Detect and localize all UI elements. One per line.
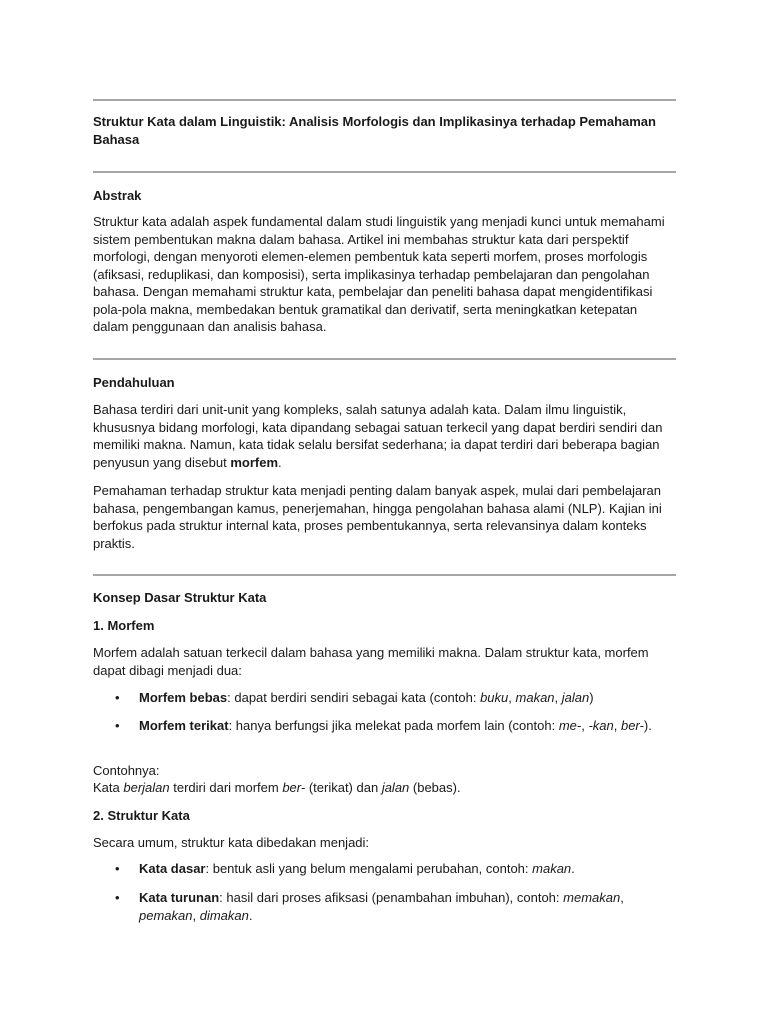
pendahuluan-rule [93, 574, 676, 576]
example-word: jalan [381, 780, 410, 795]
list-item-text [139, 717, 676, 735]
separator: , [554, 690, 562, 705]
example-word: me- [558, 718, 582, 733]
list-item-label: Kata turunan [139, 890, 220, 905]
contoh-label: Contohnya: [93, 763, 160, 778]
title-top-rule [93, 99, 676, 101]
example-word: jalan [561, 690, 590, 705]
document-title: Struktur Kata dalam Linguistik: Analisis Morfologis dan Implikasinya terhadap Pemahaman Bahasa [93, 114, 656, 147]
list-item-label: Morfem bebas [139, 690, 228, 705]
list-item-body: : bentuk asli yang belum mengalami perubahan, contoh: [205, 861, 533, 876]
pendahuluan-paragraph-1 [93, 401, 676, 471]
example-word: berjalan [123, 780, 170, 795]
example-word: -kan [588, 718, 614, 733]
abstrak-heading: Abstrak [93, 188, 142, 203]
list-item-end: . [248, 907, 253, 923]
list-item-text [139, 689, 676, 707]
morfem-intro: Morfem adalah satuan terkecil dalam bahasa yang memiliki makna. Dalam struktur kata, morfem dapat dibagi menjadi dua: [93, 645, 649, 678]
example-word: buku [480, 690, 509, 705]
separator: , [613, 718, 621, 733]
example-word: memakan [563, 890, 621, 905]
pendahuluan-p1-bold: morfem [230, 454, 279, 470]
struktur-intro: Secara umum, struktur kata dibedakan menjadi: [93, 835, 370, 850]
example-word: makan [532, 861, 572, 876]
separator: , [192, 907, 200, 923]
list-item-body: : dapat berdiri sendiri sebagai kata (contoh: [227, 690, 481, 705]
pendahuluan-p1-end: . [278, 454, 282, 470]
bullet-symbol: • [115, 718, 120, 733]
list-item-label: Kata dasar [139, 861, 206, 876]
contoh-sentence [93, 779, 676, 797]
list-item-body: : hanya berfungsi jika melekat pada morfem lain (contoh: [228, 718, 559, 733]
bullet-symbol: • [115, 690, 120, 705]
struktur-heading: 2. Struktur Kata [93, 808, 190, 823]
example-word: ber- [620, 718, 644, 733]
contoh-text: Kata [93, 780, 124, 795]
list-item-body: : hasil dari proses afiksasi (penambahan imbuhan), contoh: [219, 890, 564, 905]
pendahuluan-p1-text: Bahasa terdiri dari unit-unit yang kompleks, salah satunya adalah kata. Dalam ilmu linguistik, khususnya bidang morfologi, kata dipandang sebagai satuan terkecil yang dapat berdiri sendiri dan memiliki makna. Namun, kata tidak selalu bersifat sederhana; ia dapat terdiri dari beberapa bagian penyusun yang disebut [93, 402, 663, 470]
contoh-text: (terikat) dan [305, 780, 382, 795]
example-word: ber- [282, 780, 306, 795]
list-item-text [139, 889, 676, 924]
list-item-label: Morfem terikat [139, 718, 229, 733]
pendahuluan-heading: Pendahuluan [93, 375, 175, 390]
list-item-end: ) [589, 690, 594, 705]
list-item-end: ). [643, 718, 652, 733]
contoh-text: (bebas). [409, 780, 461, 795]
morfem-heading: 1. Morfem [93, 618, 155, 633]
separator: , [620, 890, 624, 905]
example-word: pemakan [139, 907, 193, 923]
abstrak-rule [93, 358, 676, 360]
title-bottom-rule [93, 171, 676, 173]
example-word: dimakan [199, 907, 249, 923]
bullet-symbol: • [115, 861, 120, 876]
abstrak-text: Struktur kata adalah aspek fundamental dalam studi linguistik yang menjadi kunci untuk memahami sistem pembentukan makna dalam bahasa. Artikel ini membahas struktur kata dari perspektif morfologi, dengan menyoroti elemen-elemen pembentuk kata seperti morfem, proses morfologis (afiksasi, reduplikasi, dan komposisi), serta implikasinya terhadap pembelajaran dan pengolahan bahasa. Dengan memahami struktur kata, pembelajar dan peneliti bahasa dapat mengidentifikasi pola-pola makna, membedakan bentuk gramatikal dan derivatif, serta meningkatkan ketepatan dalam penggunaan dan analisis bahasa. [93, 214, 665, 334]
list-item-end: . [571, 861, 575, 876]
pendahuluan-paragraph-2: Pemahaman terhadap struktur kata menjadi penting dalam banyak aspek, mulai dari pembelajaran bahasa, pengembangan kamus, penerjemahan, hingga pengolahan bahasa alami (NLP). Kajian ini berfokus pada struktur internal kata, proses pembentukannya, serta relevansinya dalam konteks praktis. [93, 483, 662, 551]
example-word: makan [515, 690, 555, 705]
separator: , [508, 690, 516, 705]
bullet-symbol: • [115, 890, 120, 905]
separator: , [581, 718, 589, 733]
konsep-heading: Konsep Dasar Struktur Kata [93, 590, 267, 605]
list-item-text [139, 860, 676, 878]
contoh-text: terdiri dari morfem [169, 780, 283, 795]
